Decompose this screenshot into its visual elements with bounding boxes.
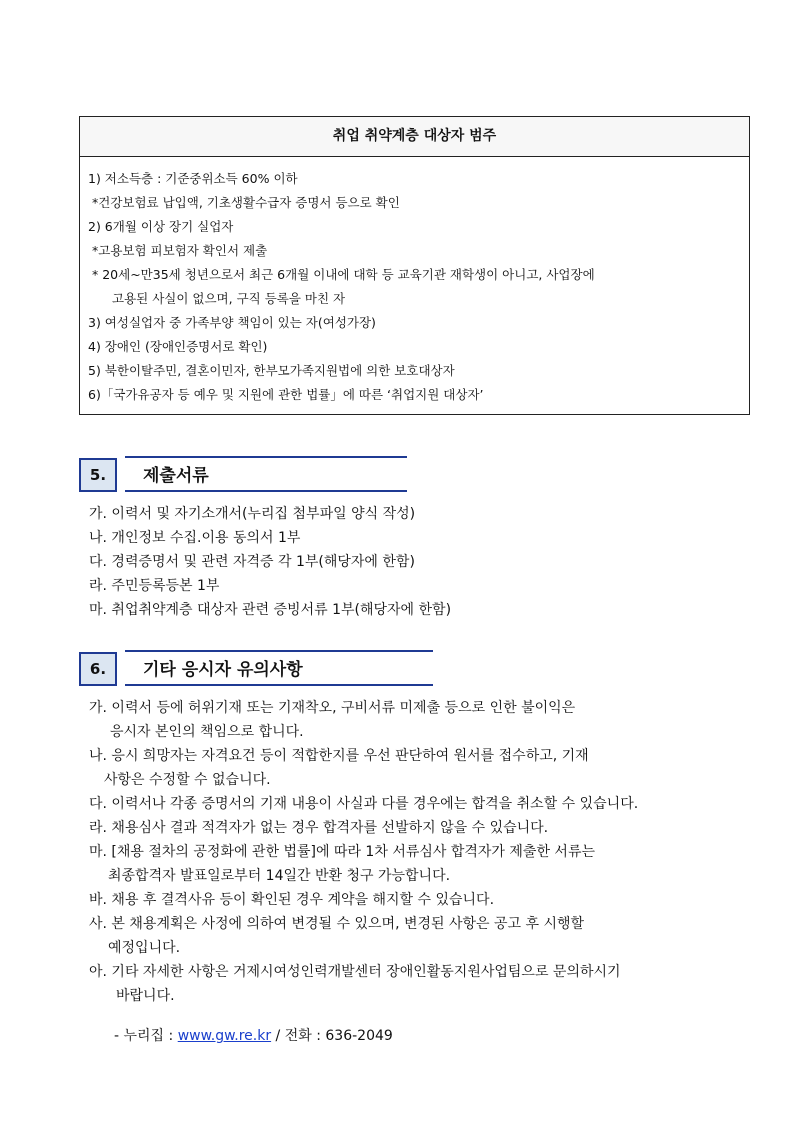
target-line-2-youth-cont: 고용된 사실이 없으며, 구직 등록을 마친 자 [112, 291, 346, 306]
notice-item-cont: 사항은 수정할 수 없습니다. [104, 772, 271, 788]
document-item: 다. 경력증명서 및 관련 자격증 각 1부(해당자에 한함) [89, 554, 415, 570]
section-5-heading [79, 456, 679, 496]
section-5-title: 제출서류 [125, 456, 407, 492]
notice-list [89, 696, 739, 1008]
contact-line [114, 1024, 393, 1048]
section-6-heading [79, 650, 679, 690]
target-group-box [79, 116, 750, 415]
target-line-2-note: *고용보험 피보험자 확인서 제출 [92, 243, 268, 258]
target-line-2-youth: * 20세~만35세 청년으로서 최근 6개월 이내에 대학 등 교육기관 재학생이 아니고, 사업장에 [92, 267, 595, 282]
target-line-6: 6)「국가유공자 등 예우 및 지원에 관한 법률」에 따른 ‘취업지원 대상자’ [88, 387, 484, 402]
notice-item-cont: 응시자 본인의 책임으로 합니다. [110, 724, 304, 740]
notice-item: 바. 채용 후 결격사유 등이 확인된 경우 계약을 해지할 수 있습니다. [89, 892, 495, 908]
notice-item: 마. [채용 절차의 공정화에 관한 법률]에 따라 1차 서류심사 합격자가 제출한 서류는 [89, 844, 595, 860]
document-item: 라. 주민등록등본 1부 [89, 578, 220, 594]
target-group-title: 취업 취약계층 대상자 범주 [80, 117, 749, 157]
notice-item: 사. 본 채용계획은 사정에 의하여 변경될 수 있으며, 변경된 사항은 공고 후 시행할 [89, 916, 585, 932]
website-link[interactable]: www.gw.re.kr [177, 1028, 272, 1044]
required-documents-list [89, 502, 739, 622]
notice-item: 라. 채용심사 결과 적격자가 없는 경우 합격자를 선발하지 않을 수 있습니다. [89, 820, 549, 836]
section-5-number: 5. [79, 458, 117, 492]
notice-item: 아. 기타 자세한 사항은 거제시여성인력개발센터 장애인활동지원사업팀으로 문의하시기 [89, 964, 621, 980]
notice-item-cont: 바랍니다. [116, 988, 175, 1004]
target-line-5: 5) 북한이탈주민, 결혼이민자, 한부모가족지원법에 의한 보호대상자 [88, 363, 455, 378]
notice-item-cont: 예정입니다. [108, 940, 181, 956]
notice-item: 나. 응시 희망자는 자격요건 등이 적합한지를 우선 판단하여 원서를 접수하고, 기재 [89, 748, 589, 764]
document-item: 나. 개인정보 수집.이용 동의서 1부 [89, 530, 301, 546]
document-item: 마. 취업취약계층 대상자 관련 증빙서류 1부(해당자에 한함) [89, 602, 452, 618]
notice-item: 가. 이력서 등에 허위기재 또는 기재착오, 구비서류 미제출 등으로 인한 불이익은 [89, 700, 576, 716]
section-6-number: 6. [79, 652, 117, 686]
contact-prefix: - 누리집 : [114, 1028, 178, 1044]
target-group-body [80, 157, 749, 407]
target-line-2: 2) 6개월 이상 장기 실업자 [88, 219, 234, 234]
target-line-1-note: *건강보험료 납입액, 기초생활수급자 증명서 등으로 확인 [92, 195, 400, 210]
section-6-title: 기타 응시자 유의사항 [125, 650, 433, 686]
document-item: 가. 이력서 및 자기소개서(누리집 첨부파일 양식 작성) [89, 506, 416, 522]
target-line-3: 3) 여성실업자 중 가족부양 책임이 있는 자(여성가장) [88, 315, 376, 330]
contact-suffix: / 전화 : 636-2049 [271, 1028, 393, 1044]
target-line-4: 4) 장애인 (장애인증명서로 확인) [88, 339, 268, 354]
notice-item: 다. 이력서나 각종 증명서의 기재 내용이 사실과 다를 경우에는 합격을 취소할 수 있습니다. [89, 796, 639, 812]
target-line-1: 1) 저소득층 : 기준중위소득 60% 이하 [88, 171, 298, 186]
notice-item-cont: 최종합격자 발표일로부터 14일간 반환 청구 가능합니다. [108, 868, 451, 884]
